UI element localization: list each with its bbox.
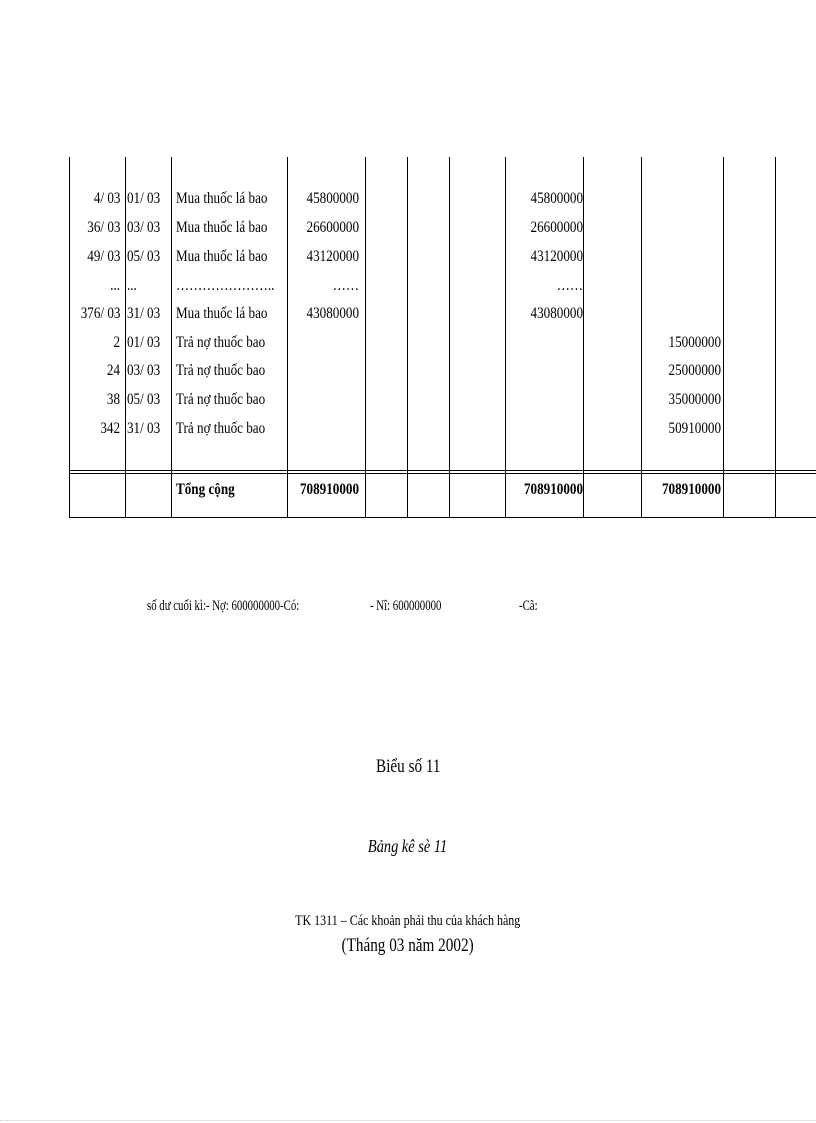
ledger-doc-number: 38: [106, 391, 120, 408]
ledger-amount: ……: [332, 277, 359, 294]
ledger-doc-date: 31/ 03: [127, 305, 161, 322]
grid-line: [723, 157, 724, 518]
total-label: Tổng cộng: [176, 481, 235, 498]
ledger-doc-date: 03/ 03: [127, 219, 161, 236]
ledger-debit-amount: 45800000: [530, 190, 583, 207]
grid-line: [641, 157, 642, 518]
ledger-doc-date: 05/ 03: [127, 391, 161, 408]
grid-line: [125, 157, 126, 518]
ledger-credit-amount: 15000000: [668, 334, 721, 351]
ledger-amount: 43120000: [306, 248, 359, 265]
grid-line: [775, 157, 776, 518]
ledger-doc-number: 2: [113, 334, 120, 351]
ledger-credit-amount: 25000000: [668, 362, 721, 379]
ledger-doc-date: ...: [127, 277, 137, 294]
ledger-amount: 43080000: [306, 305, 359, 322]
ledger-doc-number: 4/ 03: [93, 190, 120, 207]
grid-line: [287, 157, 288, 518]
ledger-credit-amount: 35000000: [668, 391, 721, 408]
ledger-debit-amount: 43120000: [530, 248, 583, 265]
period: (Tháng 03 năm 2002): [341, 935, 475, 956]
ledger-doc-date: 05/ 03: [127, 248, 161, 265]
total-row-top-border: [69, 473, 816, 474]
ledger-description: Trả nợ thuốc bao: [176, 420, 266, 437]
ledger-doc-number: 342: [100, 420, 120, 437]
ledger-doc-date: 03/ 03: [127, 362, 161, 379]
total-row-top-border: [69, 470, 816, 471]
ledger-doc-number: 36/ 03: [86, 219, 120, 236]
total-col-a: 708910000: [523, 481, 583, 498]
ledger-doc-number: 49/ 03: [86, 248, 120, 265]
ledger-debit-amount: 43080000: [530, 305, 583, 322]
ledger-doc-number: 376/ 03: [80, 305, 120, 322]
ledger-description: Trả nợ thuốc bao: [176, 391, 266, 408]
grid-line: [171, 157, 172, 518]
total-col-b: 708910000: [661, 481, 721, 498]
closing-balance-part2: - Nî: 600000000: [370, 598, 442, 614]
ledger-description: Trả nợ thuốc bao: [176, 362, 266, 379]
ledger-doc-date: 01/ 03: [127, 190, 161, 207]
ledger-amount: 26600000: [306, 219, 359, 236]
grid-line: [69, 157, 70, 518]
grid-line: [583, 157, 584, 518]
ledger-credit-amount: 50910000: [668, 420, 721, 437]
ledger-debit-amount: ……: [556, 277, 583, 294]
ledger-description: Mua thuốc lá bao: [176, 305, 268, 322]
account-title: TK 1311 – Các khoản phải thu của khách hàng: [295, 913, 521, 929]
grid-line: [505, 157, 506, 518]
ledger-amount: 45800000: [306, 190, 359, 207]
closing-balance-debit: số dư cuối kì:- Nợ: 600000000-Có:: [147, 598, 300, 614]
ledger-doc-number: ...: [110, 277, 120, 294]
grid-line: [365, 157, 366, 518]
grid-line: [407, 157, 408, 518]
ledger-description: Trả nợ thuốc bao: [176, 334, 266, 351]
ledger-description: Mua thuốc lá bao: [176, 219, 268, 236]
total-amount: 708910000: [299, 481, 359, 498]
ledger-table: [69, 157, 816, 518]
ledger-doc-date: 01/ 03: [127, 334, 161, 351]
form-number: Biểu số 11: [375, 756, 441, 777]
ledger-description: Mua thuốc lá bao: [176, 190, 268, 207]
ledger-description: Mua thuốc lá bao: [176, 248, 268, 265]
ledger-description: …………………..: [176, 277, 275, 294]
grid-line: [449, 157, 450, 518]
ledger-doc-number: 24: [106, 362, 120, 379]
table-bottom-border: [69, 517, 816, 518]
page-edge: [0, 1120, 816, 1121]
statement-subtitle: Bảng kê sè 11: [368, 836, 448, 856]
ledger-debit-amount: 26600000: [530, 219, 583, 236]
ledger-doc-date: 31/ 03: [127, 420, 161, 437]
closing-balance-part3: -Cã:: [519, 598, 538, 614]
